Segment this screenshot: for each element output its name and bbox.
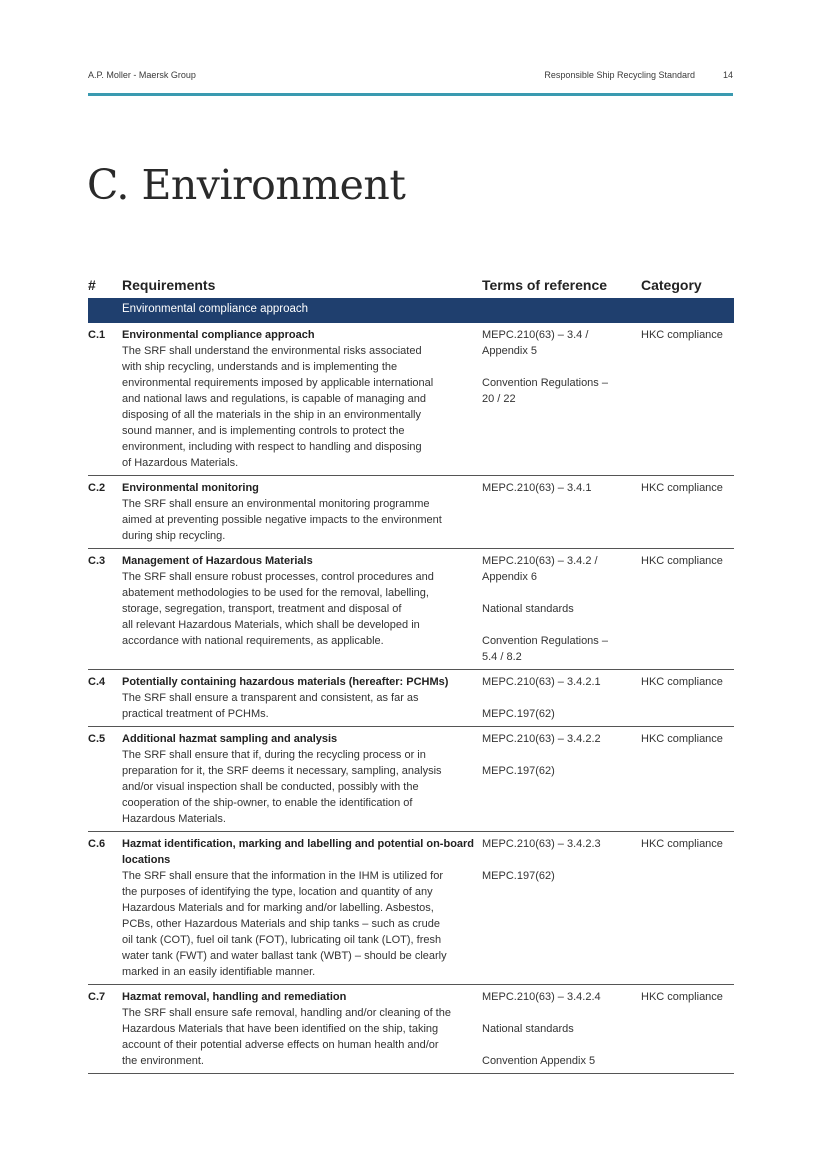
reference-spacer (482, 1005, 632, 1021)
requirement-text-line: of Hazardous Materials. (122, 457, 239, 469)
reference-spacer (482, 852, 632, 868)
requirement-text-line: oil tank (COT), fuel oil tank (FOT), lubricating oil tank (LOT), fresh (122, 934, 442, 946)
reference-spacer (482, 747, 632, 763)
requirement-text-line: The SRF shall ensure that if, during the recycling process or in (122, 749, 426, 761)
terms-of-reference-cell (482, 836, 632, 884)
reference-line: National standards (482, 1023, 574, 1035)
reference-line: MEPC.210(63) – 3.4.2 / (482, 555, 598, 567)
table-row (88, 670, 734, 727)
section-title: Environmental compliance approach (122, 303, 309, 315)
requirement-text-line: during ship recycling. (122, 530, 226, 542)
category-cell: HKC compliance (641, 838, 723, 850)
reference-line: MEPC.210(63) – 3.4 / (482, 329, 589, 341)
reference-line: Convention Appendix 5 (482, 1055, 596, 1067)
terms-of-reference-cell (482, 327, 632, 407)
requirement-text-line: The SRF shall ensure that the information in the IHM is utilized for (122, 870, 443, 882)
category-cell: HKC compliance (641, 555, 723, 567)
requirement-id: C.5 (88, 733, 106, 745)
column-header-category: Category (641, 277, 702, 293)
table-row (88, 985, 734, 1074)
requirement-id: C.6 (88, 838, 106, 850)
requirement-text-line: practical treatment of PCHMs. (122, 708, 269, 720)
requirement-text-line: cooperation of the ship-owner, to enable the identification of (122, 797, 413, 809)
reference-line: MEPC.197(62) (482, 870, 555, 882)
requirement-cell (122, 836, 478, 980)
requirement-cell (122, 327, 478, 471)
table-row (88, 832, 734, 985)
terms-of-reference-cell (482, 480, 632, 496)
requirement-title: Environmental monitoring (122, 482, 259, 494)
terms-of-reference-cell (482, 989, 632, 1069)
reference-line: Convention Regulations – (482, 635, 608, 647)
requirement-title: Potentially containing hazardous materials (hereafter: PCHMs) (122, 676, 449, 688)
company-name: A.P. Moller - Maersk Group (88, 70, 196, 80)
category-cell: HKC compliance (641, 676, 723, 688)
requirement-text-line: Hazardous Materials. (122, 813, 226, 825)
reference-line: MEPC.210(63) – 3.4.2.2 (482, 733, 601, 745)
column-header-requirements: Requirements (122, 277, 216, 293)
reference-line: Appendix 5 (482, 345, 538, 357)
section-bar (88, 298, 734, 323)
requirement-text-line: The SRF shall ensure safe removal, handling and/or cleaning of the (122, 1007, 451, 1019)
reference-line: MEPC.210(63) – 3.4.2.3 (482, 838, 601, 850)
reference-line: MEPC.210(63) – 3.4.2.4 (482, 991, 601, 1003)
category-cell: HKC compliance (641, 991, 723, 1003)
requirement-text-line: preparation for it, the SRF deems it necessary, sampling, analysis (122, 765, 442, 777)
reference-spacer (482, 359, 632, 375)
requirement-text-line: environment, including with respect to handling and disposing (122, 441, 422, 453)
page-number: 14 (722, 70, 733, 80)
requirement-text-line: disposing of all the materials in the ship in an environmentally (122, 409, 421, 421)
table-row (88, 476, 734, 549)
requirement-text-line: Hazardous Materials and for marking and/or labelling. Asbestos, (122, 902, 434, 914)
reference-line: MEPC.210(63) – 3.4.1 (482, 482, 592, 494)
requirement-text-line: The SRF shall understand the environmental risks associated (122, 345, 422, 357)
requirement-text-line: The SRF shall ensure a transparent and consistent, as far as (122, 692, 419, 704)
document-title: Responsible Ship Recycling Standard (544, 70, 695, 80)
table-row (88, 323, 734, 476)
reference-line: MEPC.210(63) – 3.4.2.1 (482, 676, 601, 688)
reference-line: Appendix 6 (482, 571, 538, 583)
requirement-text-line: the purposes of identifying the type, location and quantity of any (122, 886, 433, 898)
requirement-text-line: The SRF shall ensure robust processes, control procedures and (122, 571, 434, 583)
requirement-text-line: and/or visual inspection shall be conducted, possibly with the (122, 781, 419, 793)
requirement-text-line: environmental requirements imposed by applicable international (122, 377, 434, 389)
column-header-number: # (88, 277, 96, 293)
reference-spacer (482, 617, 632, 633)
reference-line: Convention Regulations – (482, 377, 608, 389)
requirement-id: C.2 (88, 482, 106, 494)
page-header (88, 70, 733, 82)
requirement-title: Hazmat identification, marking and labelling and potential on-board locations (122, 838, 475, 866)
requirement-title: Hazmat removal, handling and remediation (122, 991, 347, 1003)
requirement-text-line: account of their potential adverse effects on human health and/or (122, 1039, 439, 1051)
requirement-cell (122, 989, 478, 1069)
requirement-text-line: marked in an easily identifiable manner. (122, 966, 316, 978)
table-row (88, 549, 734, 670)
requirement-cell (122, 674, 478, 722)
requirement-text-line: the environment. (122, 1055, 204, 1067)
table-body (88, 323, 734, 1074)
requirement-text-line: PCBs, other Hazardous Materials and ship tanks – such as crude (122, 918, 440, 930)
requirement-id: C.7 (88, 991, 106, 1003)
reference-line: National standards (482, 603, 574, 615)
requirement-text-line: abatement methodologies to be used for the removal, labelling, (122, 587, 429, 599)
reference-line: MEPC.197(62) (482, 708, 555, 720)
requirement-cell (122, 731, 478, 827)
requirement-text-line: aimed at preventing possible negative impacts to the environment (122, 514, 442, 526)
reference-spacer (482, 1037, 632, 1053)
requirements-table (88, 277, 734, 1074)
category-cell: HKC compliance (641, 733, 723, 745)
requirement-id: C.3 (88, 555, 106, 567)
reference-line: 5.4 / 8.2 (482, 651, 522, 663)
terms-of-reference-cell (482, 553, 632, 665)
table-header (88, 277, 734, 298)
reference-spacer (482, 690, 632, 706)
requirement-text-line: with ship recycling, understands and is implementing the (122, 361, 398, 373)
reference-line: 20 / 22 (482, 393, 516, 405)
requirement-text-line: The SRF shall ensure an environmental monitoring programme (122, 498, 430, 510)
column-header-terms-of-reference: Terms of reference (482, 277, 608, 293)
category-cell: HKC compliance (641, 329, 723, 341)
requirement-title: Environmental compliance approach (122, 329, 315, 341)
table-row (88, 727, 734, 832)
requirement-id: C.4 (88, 676, 106, 688)
reference-line: MEPC.197(62) (482, 765, 555, 777)
requirement-text-line: sound manner, and is implementing controls to protect the (122, 425, 405, 437)
requirement-id: C.1 (88, 329, 106, 341)
requirement-cell (122, 480, 478, 544)
requirement-text-line: and national laws and regulations, is capable of managing and (122, 393, 426, 405)
requirement-text-line: all relevant Hazardous Materials, which shall be developed in (122, 619, 420, 631)
requirement-title: Additional hazmat sampling and analysis (122, 733, 338, 745)
requirement-text-line: water tank (FWT) and water ballast tank (WBT) – should be clearly (122, 950, 447, 962)
page-title: C. Environment (87, 161, 406, 209)
reference-spacer (482, 585, 632, 601)
requirement-cell (122, 553, 478, 649)
category-cell: HKC compliance (641, 482, 723, 494)
requirement-text-line: storage, segregation, transport, treatment and disposal of (122, 603, 402, 615)
requirement-text-line: Hazardous Materials that have been identified on the ship, taking (122, 1023, 439, 1035)
requirement-title: Management of Hazardous Materials (122, 555, 313, 567)
terms-of-reference-cell (482, 731, 632, 779)
header-rule (88, 93, 733, 96)
terms-of-reference-cell (482, 674, 632, 722)
requirement-text-line: accordance with national requirements, as applicable. (122, 635, 384, 647)
